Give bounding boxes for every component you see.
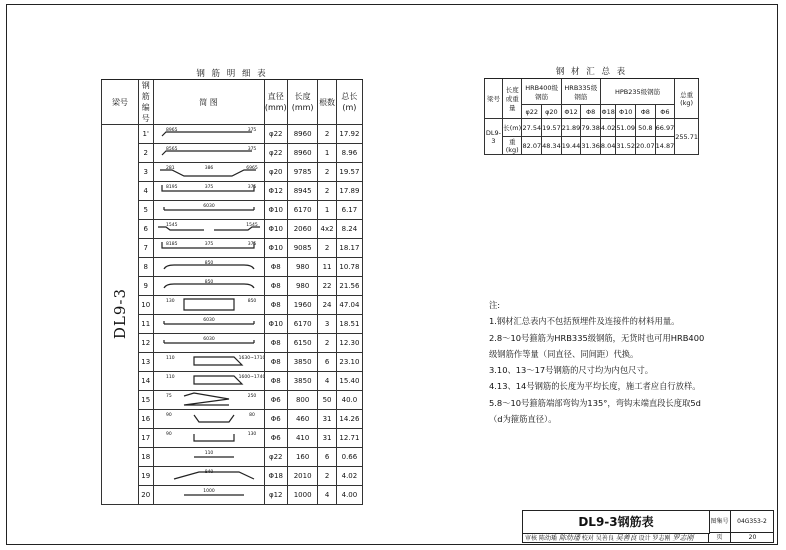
length-value: 51.09 [616, 119, 636, 137]
bar-length: 6150 [287, 334, 317, 353]
bar-diameter: Φ10 [264, 220, 287, 239]
bar-count: 2 [318, 163, 337, 182]
bar-length: 2010 [287, 467, 317, 486]
bar-count: 4x2 [318, 220, 337, 239]
bar-total-length: 21.56 [336, 277, 362, 296]
atlas-number: 04G353-2 [731, 511, 774, 533]
rebar-row [102, 467, 363, 486]
bar-diameter: φ20 [264, 163, 287, 182]
header-diameter: 直径(mm) [264, 80, 287, 125]
bar-total-length: 12.30 [336, 334, 362, 353]
rebar-row [102, 429, 363, 448]
rebar-row [102, 220, 363, 239]
dimension-label: 375 [204, 242, 213, 247]
bar-total-length: 10.78 [336, 258, 362, 277]
dimension-label: 850 [204, 280, 213, 285]
length-value: 79.38 [581, 119, 601, 137]
dimension-label: 110 [165, 356, 175, 361]
bar-shape-drawing [154, 182, 264, 198]
summary-diameter-header: Φ8 [581, 105, 601, 119]
bar-count: 24 [318, 296, 337, 315]
bar-count: 2 [318, 125, 337, 144]
rebar-row [102, 334, 363, 353]
rebar-row [102, 239, 363, 258]
dimension-label: 110 [165, 375, 175, 380]
length-value: 21.89 [561, 119, 581, 137]
rebar-row [102, 315, 363, 334]
rebar-row [102, 163, 363, 182]
bar-count: 22 [318, 277, 337, 296]
bar-total-length: 14.26 [336, 410, 362, 429]
length-value: 4.02 [600, 119, 615, 137]
total-weight: 255.71 [675, 119, 699, 155]
bar-length: 1000 [287, 486, 317, 505]
bar-count: 2 [318, 467, 337, 486]
bar-diameter: φ12 [264, 486, 287, 505]
summary-table-caption: 钢 材 汇 总 表 [485, 64, 699, 79]
bar-count: 11 [318, 258, 337, 277]
bar-length: 460 [287, 410, 317, 429]
bar-diameter: φ22 [264, 125, 287, 144]
bar-count: 2 [318, 239, 337, 258]
bar-length: 9785 [287, 163, 317, 182]
bar-number: 10 [139, 296, 154, 315]
weight-value: 14.87 [655, 137, 675, 155]
bar-sketch [153, 486, 264, 505]
bar-diameter: Φ6 [264, 391, 287, 410]
bar-sketch [153, 239, 264, 258]
summary-diameter-header: Φ10 [616, 105, 636, 119]
bar-total-length: 23.10 [336, 353, 362, 372]
dimension-label: 1600~1740 [238, 375, 264, 380]
bar-count: 3 [318, 315, 337, 334]
bar-number: 4 [139, 182, 154, 201]
bar-total-length: 17.92 [336, 125, 362, 144]
bar-length: 3850 [287, 372, 317, 391]
bar-sketch [153, 163, 264, 182]
bar-length: 160 [287, 448, 317, 467]
dimension-label: 1630~1710 [238, 356, 264, 361]
dimension-label: 850 [247, 299, 256, 304]
weight-value: 31.52 [616, 137, 636, 155]
length-value: 19.57 [542, 119, 562, 137]
bar-count: 50 [318, 391, 337, 410]
rebar-row [102, 144, 363, 163]
bar-diameter: Φ8 [264, 277, 287, 296]
bar-shape-drawing [154, 277, 264, 293]
dimension-label: 850 [204, 261, 213, 266]
rebar-row [102, 353, 363, 372]
dimension-label: 250 [247, 394, 256, 399]
bar-number: 7 [139, 239, 154, 258]
bar-shape-drawing [154, 296, 264, 312]
bar-shape-drawing [154, 239, 264, 255]
dimension-label: 375 [247, 185, 256, 190]
dimension-label: 90 [165, 413, 172, 418]
bar-count: 1 [318, 201, 337, 220]
dimension-label: 8565 [165, 147, 177, 152]
rebar-row [102, 372, 363, 391]
bar-number: 5 [139, 201, 154, 220]
header-sketch: 简 图 [153, 80, 264, 125]
summary-diameter-header: Φ8 [636, 105, 656, 119]
bar-diameter: Φ18 [264, 467, 287, 486]
bar-shape-drawing [154, 201, 264, 217]
reviewer-signature: 陈幼璠 [558, 534, 580, 542]
note-item: 2.8～10号箍筋为HRB335级钢筋，无货时也可用HRB400级钢筋作等量（同直径、同间距）代换。 [489, 332, 705, 359]
bar-total-length: 47.04 [336, 296, 362, 315]
summary-beam-id: DL9-3 [485, 119, 503, 155]
dimension-label: 375 [247, 147, 256, 152]
bar-number: 20 [139, 486, 154, 505]
bar-sketch [153, 277, 264, 296]
dimension-label: 6965 [245, 166, 258, 171]
bar-shape-drawing [154, 410, 264, 426]
bar-sketch [153, 296, 264, 315]
bar-shape-drawing [154, 429, 264, 445]
bar-length: 2060 [287, 220, 317, 239]
dimension-label: 90 [165, 432, 172, 437]
dimension-label: 281 [165, 166, 175, 171]
rebar-table-caption: 钢 筋 明 细 表 [102, 66, 363, 80]
bar-sketch [153, 410, 264, 429]
bar-sketch [153, 144, 264, 163]
bar-number: 9 [139, 277, 154, 296]
bar-diameter: Φ8 [264, 372, 287, 391]
bar-number: 19 [139, 467, 154, 486]
bar-length: 9085 [287, 239, 317, 258]
dimension-label: 110 [204, 451, 213, 456]
bar-length: 3850 [287, 353, 317, 372]
bar-shape-drawing [154, 448, 264, 464]
drawing-title: DL9-3钢筋表 [523, 511, 710, 534]
dimension-label: 1000 [202, 489, 215, 494]
length-value: 66.97 [655, 119, 675, 137]
bar-diameter: Φ10 [264, 315, 287, 334]
bar-number: 18 [139, 448, 154, 467]
dimension-label: 375 [247, 242, 256, 247]
summary-diameter-header: Φ6 [655, 105, 675, 119]
group-hrb335: HRB335级钢筋 [561, 79, 600, 105]
bar-diameter: Φ6 [264, 429, 287, 448]
bar-total-length: 8.24 [336, 220, 362, 239]
bar-count: 31 [318, 429, 337, 448]
bar-number: 3 [139, 163, 154, 182]
bar-total-length: 8.96 [336, 144, 362, 163]
dimension-label: 6030 [202, 318, 215, 323]
page-label: 页 [709, 533, 731, 543]
bar-sketch [153, 334, 264, 353]
check-label: 校对 [581, 535, 594, 542]
bar-total-length: 17.89 [336, 182, 362, 201]
bar-sketch [153, 372, 264, 391]
summary-diameter-header: φ20 [542, 105, 562, 119]
dimension-label: 130 [247, 432, 256, 437]
header-length: 长度(mm) [287, 80, 317, 125]
bar-number: 1' [139, 125, 154, 144]
bar-length: 8960 [287, 144, 317, 163]
dimension-label: 75 [165, 394, 172, 399]
dimension-label: 6030 [202, 204, 215, 209]
dimension-label: 386 [204, 166, 213, 171]
bar-count: 6 [318, 448, 337, 467]
summary-diameter-header: Φ12 [561, 105, 581, 119]
weight-label: 重(kg) [502, 137, 522, 155]
dimension-label: 1545 [165, 223, 177, 228]
bar-length: 410 [287, 429, 317, 448]
bar-shape-drawing [154, 125, 264, 141]
bar-count: 31 [318, 410, 337, 429]
bar-sketch [153, 258, 264, 277]
bar-total-length: 18.51 [336, 315, 362, 334]
dimension-label: 6030 [202, 337, 215, 342]
bar-sketch [153, 391, 264, 410]
page-number: 20 [748, 534, 757, 541]
bar-number: 2 [139, 144, 154, 163]
bar-sketch [153, 448, 264, 467]
dimension-label: 1545 [245, 223, 258, 228]
bar-total-length: 0.66 [336, 448, 362, 467]
bar-diameter: Φ10 [264, 201, 287, 220]
bar-total-length: 12.71 [336, 429, 362, 448]
bar-count: 2 [318, 334, 337, 353]
bar-shape-drawing [154, 220, 264, 236]
header-count: 根数 [318, 80, 337, 125]
bar-number: 13 [139, 353, 154, 372]
bar-shape-drawing [154, 315, 264, 331]
bar-total-length: 6.17 [336, 201, 362, 220]
rebar-row [102, 448, 363, 467]
dimension-label: 8185 [165, 242, 177, 247]
rebar-row [102, 258, 363, 277]
bar-number: 8 [139, 258, 154, 277]
bar-diameter: Φ8 [264, 353, 287, 372]
rebar-row [102, 201, 363, 220]
notes [489, 297, 711, 427]
bar-total-length: 40.0 [336, 391, 362, 410]
dimension-label: 130 [165, 299, 175, 304]
review-label: 审核 [525, 535, 538, 542]
beam-id: DL9-3 [111, 287, 129, 340]
bar-diameter: φ22 [264, 448, 287, 467]
bar-length: 6170 [287, 201, 317, 220]
bar-number: 6 [139, 220, 154, 239]
summary-diameter-header: φ22 [522, 105, 542, 119]
weight-value: 48.34 [542, 137, 562, 155]
note-item: 4.13、14号钢筋的长度为平均长度，施工者应自行放样。 [489, 381, 701, 392]
note-item: 1.钢材汇总表内不包括预埋件及连接件的材料用量。 [489, 316, 680, 327]
bar-count: 4 [318, 372, 337, 391]
rebar-row [102, 277, 363, 296]
bar-length: 6170 [287, 315, 317, 334]
bar-shape-drawing [154, 486, 264, 502]
dimension-label: 80 [248, 413, 255, 418]
note-item: 3.10、13～17号钢筋的尺寸均为内包尺寸。 [489, 365, 654, 376]
weight-value: 82.07 [522, 137, 542, 155]
bar-shape-drawing [154, 372, 264, 388]
rebar-row [102, 296, 363, 315]
bar-diameter: φ22 [264, 144, 287, 163]
length-value: 50.8 [636, 119, 656, 137]
rebar-row [102, 410, 363, 429]
bar-length: 1960 [287, 296, 317, 315]
bar-number: 14 [139, 372, 154, 391]
designer-name: 罗志刚 [652, 535, 671, 542]
summary-lw-header: 长度或重量 [502, 79, 522, 119]
signature-row [523, 533, 709, 543]
bar-length: 980 [287, 258, 317, 277]
header-total: 总长(m) [336, 80, 362, 125]
bar-shape-drawing [154, 163, 264, 179]
bar-length: 800 [287, 391, 317, 410]
bar-count: 2 [318, 182, 337, 201]
summary-diameter-header: Φ18 [600, 105, 615, 119]
dimension-label: 840 [204, 470, 213, 475]
weight-value: 20.07 [636, 137, 656, 155]
bar-count: 1 [318, 144, 337, 163]
rebar-row [102, 182, 363, 201]
bar-number: 16 [139, 410, 154, 429]
rebar-schedule-table [101, 66, 363, 505]
bar-count: 6 [318, 353, 337, 372]
title-block [522, 510, 774, 543]
bar-shape-drawing [154, 467, 264, 483]
weight-value: 8.04 [600, 137, 615, 155]
weight-value: 31.36 [581, 137, 601, 155]
bar-sketch [153, 125, 264, 144]
bar-sketch [153, 467, 264, 486]
dimension-label: 8965 [165, 128, 177, 133]
bar-total-length: 4.02 [336, 467, 362, 486]
reviewer-name: 陈幼璠 [538, 535, 557, 542]
bar-diameter: Φ8 [264, 258, 287, 277]
bar-diameter: Φ8 [264, 296, 287, 315]
weight-value: 19.44 [561, 137, 581, 155]
bar-sketch [153, 182, 264, 201]
bar-number: 12 [139, 334, 154, 353]
rebar-row [102, 125, 363, 144]
group-hpb235: HPB235级钢筋 [600, 79, 674, 105]
bar-sketch [153, 220, 264, 239]
bar-total-length: 19.57 [336, 163, 362, 182]
bar-number: 11 [139, 315, 154, 334]
header-bar-no: 钢筋编号 [139, 80, 154, 125]
checker-signature: 吴善良 [615, 534, 637, 542]
bar-length: 980 [287, 277, 317, 296]
dimension-label: 375 [204, 185, 213, 190]
rebar-row [102, 391, 363, 410]
bar-diameter: Φ10 [264, 239, 287, 258]
dimension-label: 375 [247, 128, 256, 133]
bar-shape-drawing [154, 353, 264, 369]
atlas-label: 图集号 [709, 511, 731, 533]
bar-length: 8960 [287, 125, 317, 144]
beam-id-cell [102, 125, 139, 505]
steel-summary-table [484, 64, 699, 155]
notes-heading: 注: [489, 300, 501, 310]
bar-shape-drawing [154, 391, 264, 407]
bar-sketch [153, 315, 264, 334]
bar-number: 17 [139, 429, 154, 448]
checker-name: 吴善良 [595, 535, 614, 542]
summary-total-header: 总重(kg) [675, 79, 699, 119]
length-label: 长(m) [502, 119, 522, 137]
header-beam: 梁号 [102, 80, 139, 125]
bar-shape-drawing [154, 258, 264, 274]
bar-diameter: Φ12 [264, 182, 287, 201]
bar-length: 8945 [287, 182, 317, 201]
design-label: 设计 [638, 535, 651, 542]
bar-shape-drawing [154, 144, 264, 160]
bar-sketch [153, 201, 264, 220]
bar-number: 15 [139, 391, 154, 410]
bar-sketch [153, 429, 264, 448]
bar-diameter: Φ6 [264, 410, 287, 429]
bar-total-length: 4.00 [336, 486, 362, 505]
summary-beam-header: 梁号 [485, 79, 503, 119]
bar-diameter: Φ8 [264, 334, 287, 353]
length-value: 27.54 [522, 119, 542, 137]
bar-shape-drawing [154, 334, 264, 350]
note-item: 5.8～10号箍筋端部弯钩为135°，弯钩末端直段长度取5d（d为箍筋直径）。 [489, 397, 701, 425]
bar-total-length: 18.17 [336, 239, 362, 258]
group-hrb400: HRB400级钢筋 [522, 79, 561, 105]
designer-signature: 罗志刚 [672, 534, 694, 542]
bar-count: 4 [318, 486, 337, 505]
bar-total-length: 15.40 [336, 372, 362, 391]
bar-sketch [153, 353, 264, 372]
rebar-row [102, 486, 363, 505]
dimension-label: 8195 [165, 185, 177, 190]
